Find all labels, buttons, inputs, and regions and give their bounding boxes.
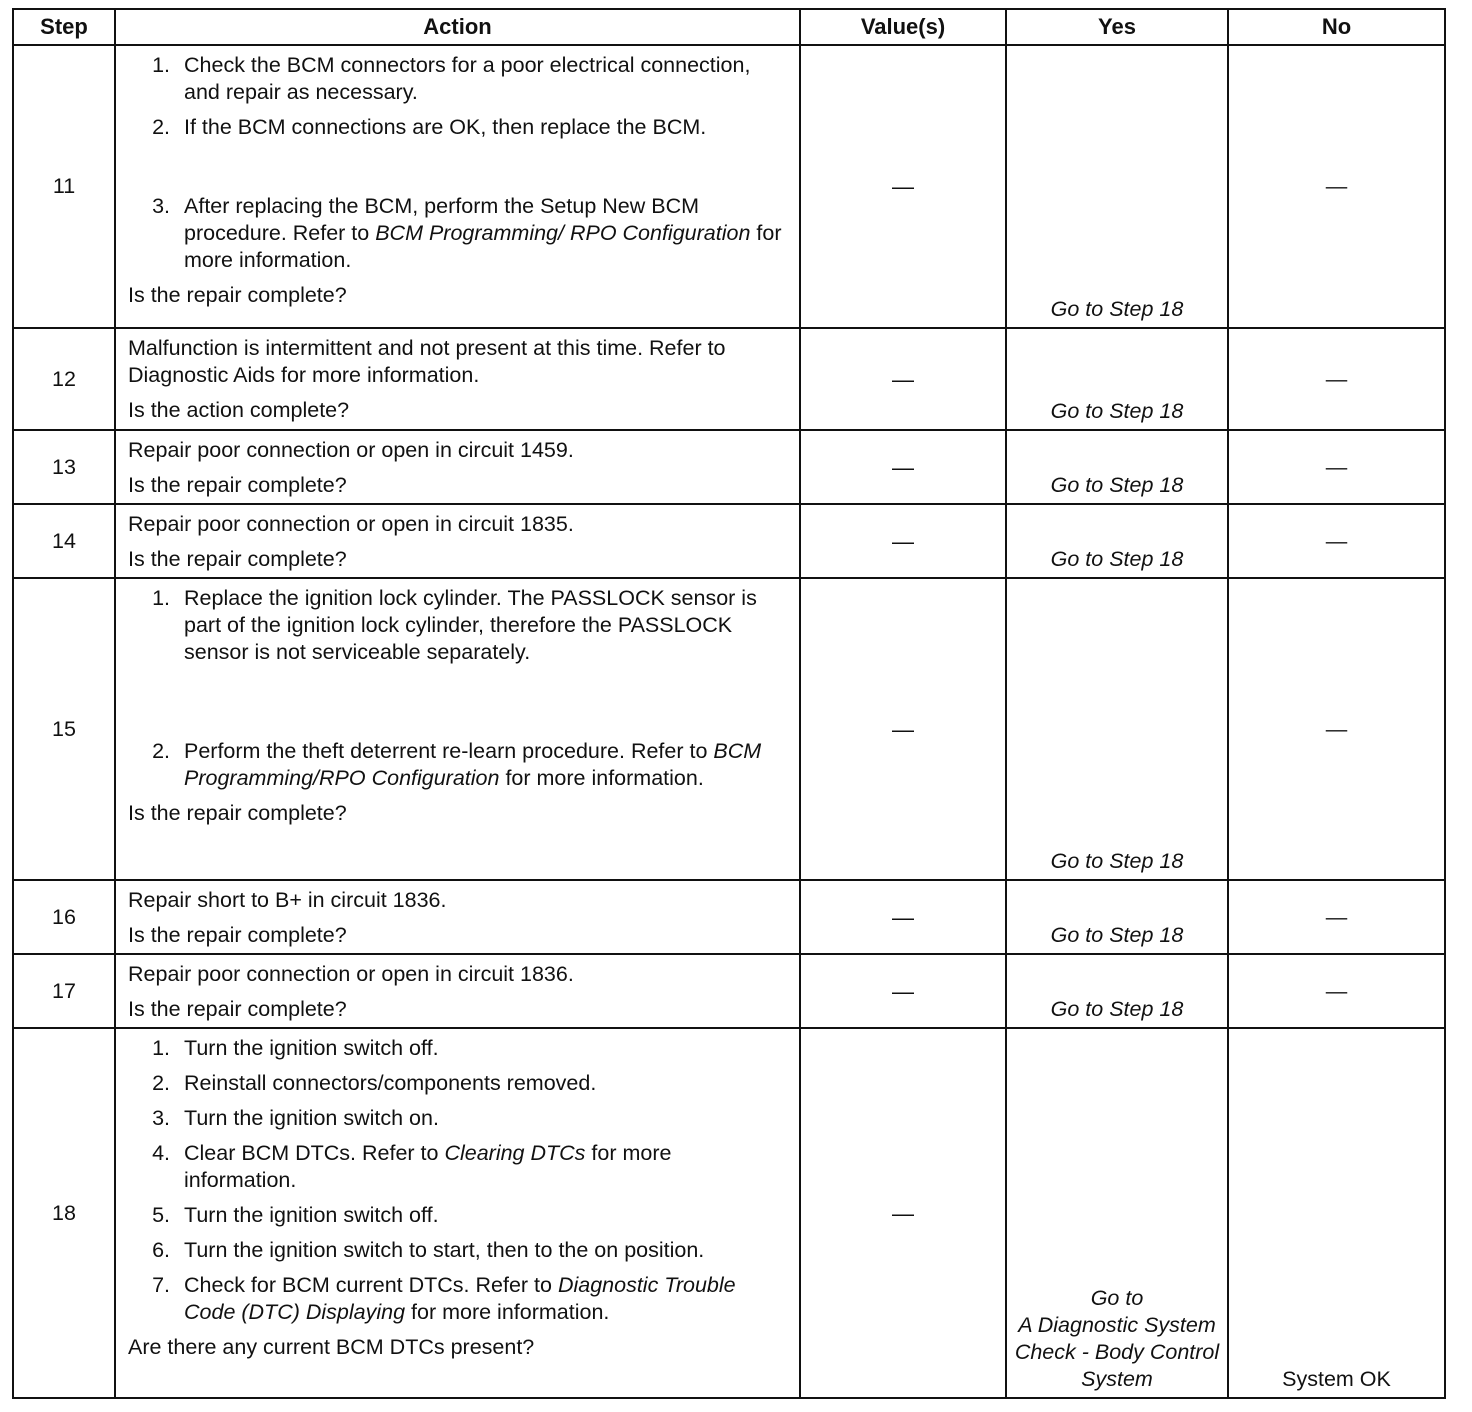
header-step: Step [13,9,115,45]
table-row-step-18 [13,1028,1445,1398]
action-cell [115,578,800,880]
value-cell: — [800,430,1006,504]
action-cell [115,504,800,578]
reference-link: BCM Programming/ RPO Configuration [375,221,751,245]
action-cell [115,328,800,430]
header-yes: Yes [1006,9,1228,45]
action-list [128,52,789,274]
value-cell: — [800,954,1006,1028]
question-text: Is the repair complete? [128,801,347,825]
step-number: 16 [13,880,115,954]
action-text: Repair short to B+ in circuit 1836. [128,888,447,912]
no-cell: — [1228,45,1445,328]
step-number: 15 [13,578,115,880]
no-cell: System OK [1228,1028,1445,1398]
no-cell: — [1228,578,1445,880]
action-cell [115,1028,800,1398]
list-item: 3. Turn the ignition switch on. [152,1106,439,1130]
yes-cell: Go to Step 18 [1006,504,1228,578]
yes-cell: Go to Step 18 [1006,430,1228,504]
no-cell: — [1228,954,1445,1028]
table-row-step-11 [13,45,1445,328]
question-text: Is the repair complete? [128,923,347,947]
value-cell: — [800,578,1006,880]
action-list [128,1035,789,1326]
action-cell [115,954,800,1028]
action-cell [115,45,800,328]
yes-cell: Go to Step 18 [1006,45,1228,328]
value-cell: — [800,328,1006,430]
value-cell: — [800,1028,1006,1398]
question-text: Is the repair complete? [128,547,347,571]
table-row-step-12 [13,328,1445,430]
yes-cell: Go to Step 18 [1006,328,1228,430]
no-cell: — [1228,430,1445,504]
yes-prefix: Go to [1090,1286,1144,1310]
spacer [128,149,789,185]
reference-link: Clearing DTCs [444,1141,586,1165]
table-row-step-14 [13,504,1445,578]
yes-cell: Go to Step 18 [1006,954,1228,1028]
action-text: Repair poor connection or open in circuit 1836. [128,962,574,986]
diagnostic-table [12,8,1446,1399]
value-cell: — [800,880,1006,954]
header-row [13,9,1445,45]
question-text: Is the repair complete? [128,473,347,497]
list-item: 3. After replacing the BCM, perform the Setup New BCM procedure. Refer to BCM Programming/ RPO Configuration for more information. [152,194,782,272]
action-cell [115,430,800,504]
question-text: Are there any current BCM DTCs present? [128,1335,535,1359]
action-text: Malfunction is intermittent and not present at this time. Refer to Diagnostic Aids for more information. [128,336,726,387]
action-list [128,585,789,792]
list-item: 5. Turn the ignition switch off. [152,1203,439,1227]
list-item: 2. If the BCM connections are OK, then replace the BCM. [152,115,707,139]
yes-cell: Go to Step 18 [1006,880,1228,954]
list-item: 2. Perform the theft deterrent re-learn procedure. Refer to BCM Programming/RPO Configuration for more information. [152,739,762,790]
step-number: 11 [13,45,115,328]
step-number: 18 [13,1028,115,1398]
list-item: 6. Turn the ignition switch to start, then to the on position. [152,1238,705,1262]
value-cell: — [800,45,1006,328]
reference-link: A Diagnostic System Check - Body Control System [1014,1313,1220,1391]
no-cell: — [1228,328,1445,430]
question-text: Is the action complete? [128,398,350,422]
list-item: 2. Reinstall connectors/components removed. [152,1071,597,1095]
list-item: 1. Check the BCM connectors for a poor electrical connection, and repair as necessary. [152,53,751,104]
question-text: Is the repair complete? [128,997,347,1021]
step-number: 17 [13,954,115,1028]
list-item: 1. Turn the ignition switch off. [152,1036,439,1060]
action-text: Repair poor connection or open in circuit 1459. [128,438,574,462]
step-number: 13 [13,430,115,504]
list-item: 4. Clear BCM DTCs. Refer to Clearing DTCs for more information. [152,1141,672,1192]
table-row-step-15 [13,578,1445,880]
no-cell: — [1228,504,1445,578]
reference-link: BCM Programming/RPO Configuration [184,739,762,790]
header-no: No [1228,9,1445,45]
yes-cell: Go to Step 18 [1006,578,1228,880]
spacer [128,674,789,730]
header-values: Value(s) [800,9,1006,45]
step-number: 12 [13,328,115,430]
reference-link: Diagnostic Trouble Code (DTC) Displaying [184,1273,736,1324]
action-text: Repair poor connection or open in circuit 1835. [128,512,574,536]
action-cell [115,880,800,954]
question-text: Is the repair complete? [128,283,347,307]
table-row-step-13 [13,430,1445,504]
table-row-step-16 [13,880,1445,954]
step-number: 14 [13,504,115,578]
table-row-step-17 [13,954,1445,1028]
yes-cell [1006,1028,1228,1398]
list-item: 7. Check for BCM current DTCs. Refer to Diagnostic Trouble Code (DTC) Displaying for more information. [152,1273,736,1324]
value-cell: — [800,504,1006,578]
list-item: 1. Replace the ignition lock cylinder. The PASSLOCK sensor is part of the ignition lock cylinder, therefore the PASSLOCK sensor is not serviceable separately. [152,586,757,664]
header-action: Action [115,9,800,45]
no-cell: — [1228,880,1445,954]
